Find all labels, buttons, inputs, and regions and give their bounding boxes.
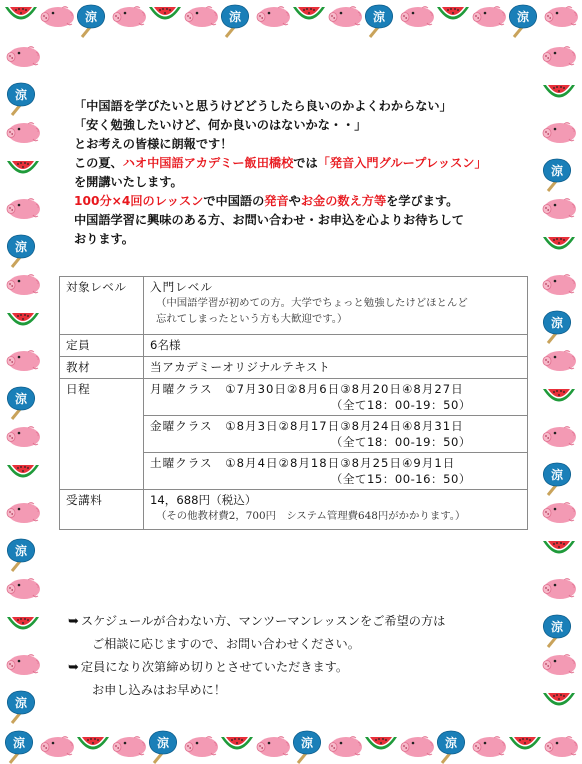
pig-icon	[184, 4, 220, 28]
pig-icon	[542, 120, 578, 144]
material-head: 教材	[60, 357, 144, 379]
class-dates: 土曜クラス ①8月4日②8月18日③8月25日④9月1日	[150, 456, 456, 470]
fee-value: 14，688円（税込）	[150, 493, 257, 507]
note-text: スケジュールが合わない方、マンツーマンレッスンをご希望の方は	[80, 614, 446, 628]
pig-icon	[542, 44, 578, 68]
note-text: 定員になり次第締め切りとさせていただきます。	[80, 660, 349, 674]
pig-icon	[6, 576, 42, 600]
pig-icon	[542, 348, 578, 372]
fan-icon	[542, 614, 572, 648]
watermelon-icon	[148, 4, 182, 26]
class-dates: 金曜クラス ①8月3日②8月17日③8月24日④8月31日	[150, 419, 464, 433]
level-note: （中国語学習が初めての方。大学でちょっと勉強したけどほとんど	[156, 297, 468, 309]
intro-line: とお考えの皆様に朗報です！	[74, 137, 233, 151]
fan-icon	[6, 538, 36, 572]
intro-line: を開講いたします。	[74, 175, 183, 189]
watermelon-icon	[6, 310, 40, 332]
topic-pronunciation: 発音	[264, 194, 289, 208]
fan-icon	[4, 730, 34, 764]
pig-icon	[40, 734, 76, 758]
intro-fragment: を学びます。	[386, 194, 459, 208]
intro-line: 中国語学習に興味のある方、お問い合わせ・お申込を心よりお待ちして	[74, 213, 464, 227]
pig-icon	[112, 734, 148, 758]
note-line	[68, 656, 538, 679]
arrow-right-icon: ➥	[68, 660, 79, 675]
capacity-value: 6名様	[144, 335, 528, 357]
pig-icon	[542, 576, 578, 600]
table-row	[60, 490, 528, 530]
watermelon-icon	[76, 734, 110, 756]
school-name: ハオ中国語アカデミー飯田橋校	[122, 156, 294, 170]
note-line	[68, 610, 538, 633]
watermelon-icon	[4, 4, 38, 26]
intro-fragment: では	[293, 156, 318, 170]
pig-icon	[184, 734, 220, 758]
class-row-friday	[144, 415, 527, 452]
class-times: （全て18：00-19：50）	[330, 435, 471, 449]
watermelon-icon	[220, 734, 254, 756]
note-line: ご相談に応じますので、お問い合わせください。	[92, 637, 360, 651]
intro-fragment: で中国語の	[203, 194, 265, 208]
course-info-table	[59, 276, 528, 530]
fan-icon	[542, 158, 572, 192]
schedule-cell	[144, 379, 528, 490]
fan-icon	[6, 690, 36, 724]
pig-icon	[328, 4, 364, 28]
pig-icon	[400, 4, 436, 28]
pig-icon	[472, 4, 508, 28]
table-row	[60, 277, 528, 335]
class-row-saturday	[144, 452, 527, 489]
topic-counting-money: お金の数え方等	[300, 194, 387, 208]
pig-icon	[400, 734, 436, 758]
pig-icon	[256, 734, 292, 758]
class-times: （全て18：00-19：50）	[330, 398, 471, 412]
pig-icon	[40, 4, 76, 28]
level-cell	[144, 277, 528, 335]
intro-line: 「安く勉強したいけど、何か良いのはないかな・・」	[74, 118, 367, 132]
watermelon-icon	[436, 4, 470, 26]
pig-icon	[542, 196, 578, 220]
watermelon-icon	[542, 386, 576, 408]
fee-note: （その他教材費2，700円 システム管理費648円がかかります。）	[156, 510, 466, 522]
pig-icon	[6, 44, 42, 68]
fan-icon	[292, 730, 322, 764]
watermelon-icon	[6, 158, 40, 180]
pig-icon	[6, 500, 42, 524]
fee-cell	[144, 490, 528, 530]
fan-icon	[6, 234, 36, 268]
fan-icon	[508, 4, 538, 38]
pig-icon	[542, 424, 578, 448]
intro-fragment: この夏、	[74, 156, 123, 170]
fan-icon	[76, 4, 106, 38]
pig-icon	[328, 734, 364, 758]
fan-icon	[542, 310, 572, 344]
watermelon-icon	[542, 82, 576, 104]
intro-line: おります。	[74, 232, 134, 246]
table-row	[60, 379, 528, 490]
fan-icon	[436, 730, 466, 764]
watermelon-icon	[542, 234, 576, 256]
note-line: お申し込みはお早めに！	[92, 683, 227, 697]
pig-icon	[112, 4, 148, 28]
fan-icon	[542, 462, 572, 496]
pig-icon	[6, 348, 42, 372]
lesson-name: 「発音入門グループレッスン」	[317, 156, 487, 170]
pig-icon	[542, 500, 578, 524]
pig-icon	[6, 424, 42, 448]
material-value: 当アカデミーオリジナルテキスト	[144, 357, 528, 379]
pig-icon	[256, 4, 292, 28]
level-note: 忘れてしまったという方も大歓迎です。）	[156, 313, 348, 325]
arrow-right-icon: ➥	[68, 614, 79, 629]
watermelon-icon	[292, 4, 326, 26]
watermelon-icon	[542, 690, 576, 712]
intro-fragment: や	[288, 194, 301, 208]
lesson-count: 100分×4回のレッスン	[74, 194, 204, 208]
schedule-head: 日程	[60, 379, 144, 490]
pig-icon	[6, 652, 42, 676]
pig-icon	[6, 120, 42, 144]
fan-icon	[6, 386, 36, 420]
fan-icon	[220, 4, 250, 38]
capacity-head: 定員	[60, 335, 144, 357]
level-head: 対象レベル	[60, 277, 144, 335]
intro-line	[74, 154, 534, 173]
watermelon-icon	[364, 734, 398, 756]
watermelon-icon	[6, 462, 40, 484]
pig-icon	[542, 652, 578, 676]
pig-icon	[6, 196, 42, 220]
pig-icon	[542, 272, 578, 296]
class-times: （全て15：00-16：50）	[330, 472, 471, 486]
class-dates: 月曜クラス ①7月30日②8月6日③8月20日④8月27日	[150, 382, 464, 396]
level-value: 入門レベル	[150, 280, 213, 294]
class-row-monday	[144, 379, 527, 415]
notes	[68, 610, 538, 702]
fan-icon	[6, 82, 36, 116]
watermelon-icon	[6, 614, 40, 636]
pig-icon	[6, 272, 42, 296]
intro-line	[74, 192, 534, 211]
pig-icon	[544, 4, 580, 28]
watermelon-icon	[508, 734, 542, 756]
fee-head: 受講料	[60, 490, 144, 530]
pig-icon	[472, 734, 508, 758]
fan-icon	[364, 4, 394, 38]
intro-line: 「中国語を学びたいと思うけどどうしたら良いのかよくわからない」	[74, 99, 452, 113]
intro-text	[74, 97, 534, 249]
fan-icon	[148, 730, 178, 764]
table-row	[60, 335, 528, 357]
table-row	[60, 357, 528, 379]
pig-icon	[544, 734, 580, 758]
watermelon-icon	[542, 538, 576, 560]
